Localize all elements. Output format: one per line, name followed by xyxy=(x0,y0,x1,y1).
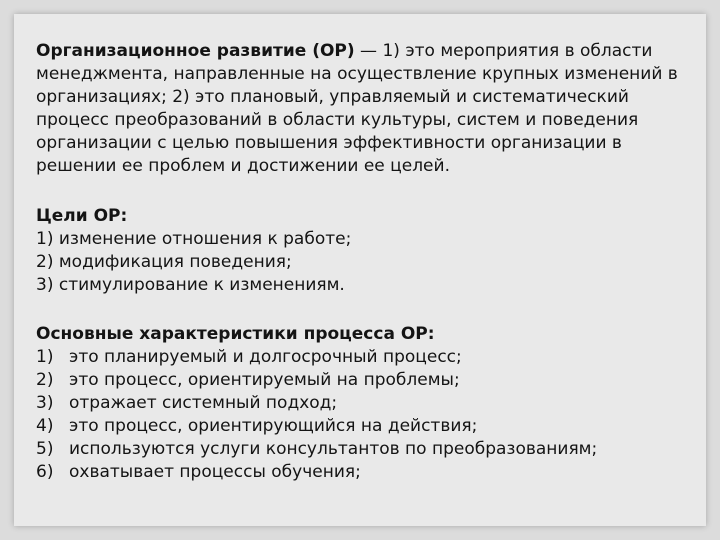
item-text: используются услуги консультантов по преобразованиям; xyxy=(69,439,598,459)
item-number: 5) xyxy=(36,439,54,459)
item-text: охватывает процессы обучения; xyxy=(69,462,361,482)
characteristics-title: Основные характеристики процесса ОР: xyxy=(36,324,435,344)
item-text: это процесс, ориентирующийся на действия; xyxy=(69,416,478,436)
characteristic-item-3 xyxy=(36,392,696,415)
item-number: 3) xyxy=(36,393,54,413)
goals-section xyxy=(36,205,696,297)
item-number: 6) xyxy=(36,462,54,482)
characteristic-item-6 xyxy=(36,461,696,484)
goal-item-1: 1) изменение отношения к работе; xyxy=(36,229,352,249)
item-number: 2) xyxy=(36,370,54,390)
goal-item-3: 3) стимулирование к изменениям. xyxy=(36,275,345,295)
goal-item-2: 2) модификация поведения; xyxy=(36,252,292,272)
item-text: отражает системный подход; xyxy=(69,393,338,413)
characteristic-item-2 xyxy=(36,369,696,392)
characteristics-section xyxy=(36,323,696,484)
characteristic-item-5 xyxy=(36,438,696,461)
item-number: 1) xyxy=(36,347,54,367)
definition-paragraph xyxy=(36,40,696,178)
characteristic-item-1 xyxy=(36,346,696,369)
definition-term: Организационное развитие (ОР) xyxy=(36,41,355,61)
slide xyxy=(14,14,706,526)
slide-content xyxy=(36,40,696,484)
definition-text: — 1) это мероприятия в области менеджмента, направленные на осуществление крупных изменений в организациях; 2) это плановый, управляемый и систематический процесс преобразований в области культуры, систем и поведения организации с целью повышения эффективности организации в решении ее проблем и достижении ее целей. xyxy=(36,41,678,176)
item-text: это процесс, ориентируемый на проблемы; xyxy=(69,370,460,390)
item-text: это планируемый и долгосрочный процесс; xyxy=(69,347,462,367)
goals-title: Цели ОР: xyxy=(36,206,128,226)
characteristic-item-4 xyxy=(36,415,696,438)
item-number: 4) xyxy=(36,416,54,436)
